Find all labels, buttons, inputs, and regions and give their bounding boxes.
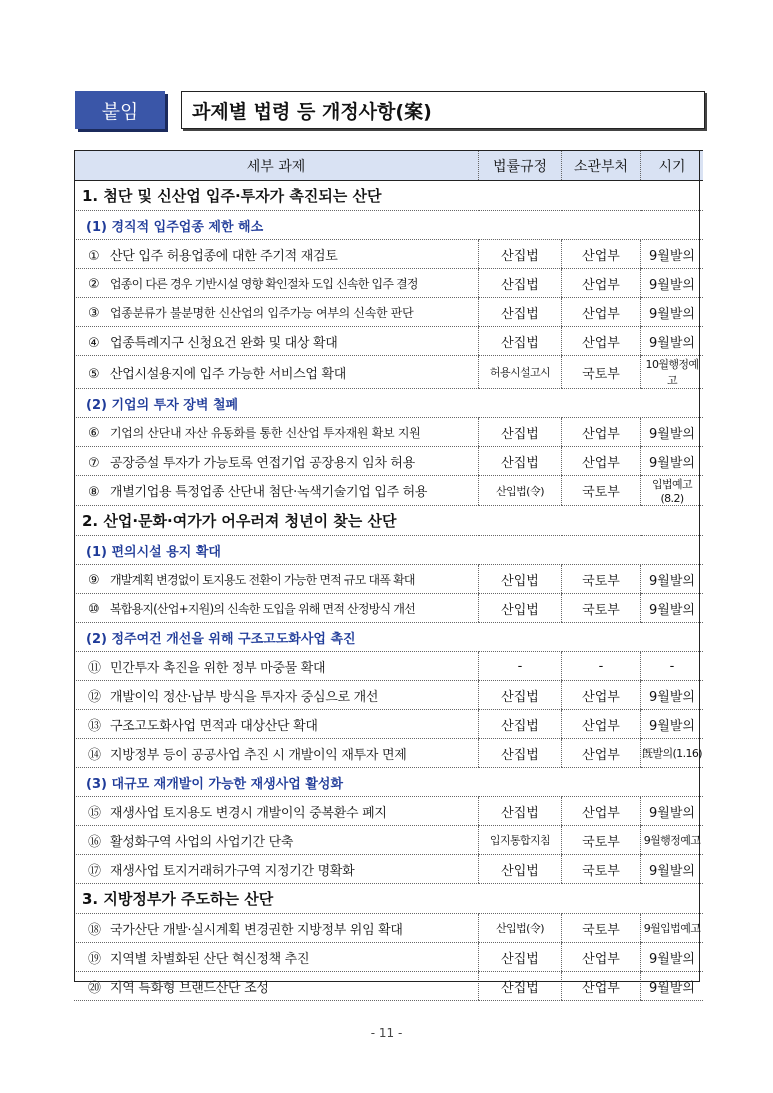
item-number: ③ [88,305,100,321]
task-cell [74,356,479,389]
law-cell: 산집법 [479,972,562,1001]
section-row [74,181,703,211]
task-cell [74,914,479,943]
col-law: 법률규정 [479,151,562,181]
law-cell: 허용시설고시 [479,356,562,389]
task-cell [74,972,479,1001]
subsection-row [74,211,703,240]
section-title: 2. 산업·문화·여가가 어우러져 청년이 찾는 산단 [74,506,703,536]
col-time: 시기 [641,151,704,181]
item-number: ⑰ [88,863,101,879]
header [75,91,432,129]
task-text: 지방정부 등이 공공사업 추진 시 개발이익 재투자 면제 [110,747,407,763]
task-text: 개발계획 변경없이 토지용도 전환이 가능한 면적 규모 대폭 확대 [110,572,415,587]
dept-cell: 산업부 [562,327,641,356]
task-text: 지역별 차별화된 산단 혁신정책 추진 [110,951,310,967]
law-cell: 산입법 [479,594,562,623]
table-row [74,447,703,476]
col-dept: 소관부처 [562,151,641,181]
subsection-row [74,389,703,418]
time-cell: 9월발의 [641,972,704,1001]
law-cell: 산입법 [479,565,562,594]
dept-cell: 국토부 [562,914,641,943]
subsection-title: (2) 정주여건 개선을 위해 구조고도화사업 촉진 [74,623,703,652]
time-cell: 9월발의 [641,418,704,447]
task-text: 재생사업 토지용도 변경시 개발이익 중복환수 폐지 [110,805,387,821]
task-text: 산업시설용지에 입주 가능한 서비스업 확대 [110,366,346,382]
dept-cell: 국토부 [562,356,641,389]
reform-table [74,150,703,1001]
law-cell: 산입법(令) [479,476,562,506]
table-row [74,594,703,623]
table-row [74,327,703,356]
task-cell [74,298,479,327]
item-number: ② [88,276,100,292]
task-cell [74,269,479,298]
task-text: 국가산단 개발·실시계획 변경권한 지방정부 위임 확대 [110,922,403,938]
task-text: 지역 특화형 브랜드산단 조성 [110,980,269,996]
dept-cell: 산업부 [562,240,641,269]
time-cell: 9월발의 [641,240,704,269]
law-cell: 산집법 [479,710,562,739]
task-cell [74,943,479,972]
table-row [74,914,703,943]
dept-cell: 국토부 [562,565,641,594]
time-cell: 9월발의 [641,447,704,476]
time-cell: 9월행정예고 [641,826,704,855]
subsection-title: (1) 경직적 입주업종 제한 해소 [74,211,703,240]
section-title: 1. 첨단 및 신산업 입주·투자가 촉진되는 산단 [74,181,703,211]
time-cell: 9월발의 [641,269,704,298]
law-cell: 산집법 [479,327,562,356]
item-number: ⑳ [88,980,101,996]
subsection-row [74,623,703,652]
dept-cell: 국토부 [562,855,641,884]
task-text: 구조고도화사업 면적과 대상산단 확대 [110,718,318,734]
item-number: ⑯ [88,834,101,850]
table-header-row [74,151,703,181]
task-text: 개별기업용 특정업종 산단내 첨단·녹색기술기업 입주 허용 [110,485,428,500]
task-text: 복합용지(산업+지원)의 신속한 도입을 위해 면적 산정방식 개선 [110,601,415,616]
task-text: 공장증설 투자가 가능토록 연접기업 공장용지 임차 허용 [110,455,415,471]
task-cell [74,855,479,884]
item-number: ⑤ [88,366,100,382]
task-cell [74,681,479,710]
table-row [74,476,703,506]
table-row [74,298,703,327]
law-cell: - [479,652,562,681]
dept-cell: 국토부 [562,476,641,506]
attachment-badge: 붙임 [75,91,165,129]
dept-cell: 국토부 [562,826,641,855]
table-row [74,418,703,447]
law-cell: 산집법 [479,240,562,269]
table-row [74,565,703,594]
item-number: ⑩ [88,601,100,617]
section-row [74,506,703,536]
task-cell [74,240,479,269]
table-row [74,855,703,884]
subsection-row [74,536,703,565]
law-cell: 산집법 [479,298,562,327]
task-cell [74,418,479,447]
law-cell: 산집법 [479,739,562,768]
time-cell: 9월발의 [641,797,704,826]
law-cell: 산집법 [479,447,562,476]
item-number: ⑫ [88,689,101,705]
task-text: 재생사업 토지거래허가구역 지정기간 명확화 [110,863,355,879]
time-cell: 9월발의 [641,565,704,594]
time-cell: 旣발의(1.16) [641,739,704,768]
dept-cell: 산업부 [562,972,641,1001]
item-number: ⑭ [88,747,101,763]
subsection-title: (1) 편의시설 용지 확대 [74,536,703,565]
task-cell [74,739,479,768]
item-number: ④ [88,335,100,351]
law-cell: 산입법 [479,855,562,884]
time-cell: 10월행정예고 [641,356,704,389]
subsection-title: (2) 기업의 투자 장벽 철폐 [74,389,703,418]
dept-cell: 산업부 [562,710,641,739]
table-row [74,240,703,269]
time-cell: 9월발의 [641,594,704,623]
law-cell: 산집법 [479,797,562,826]
task-cell [74,710,479,739]
page-number: - 11 - [370,1026,403,1040]
time-cell: 9월발의 [641,681,704,710]
table-row [74,943,703,972]
time-cell: - [641,652,704,681]
task-cell [74,476,479,506]
page-title: 과제별 법령 등 개정사항(案) [181,91,705,129]
task-text: 기업의 산단내 자산 유동화를 통한 신산업 투자재원 확보 지원 [110,425,421,440]
task-cell [74,652,479,681]
dept-cell: 산업부 [562,298,641,327]
task-cell [74,327,479,356]
dept-cell: 산업부 [562,681,641,710]
task-text: 업종분류가 불분명한 신산업의 입주가능 여부의 신속한 판단 [110,305,414,320]
task-cell [74,594,479,623]
dept-cell: 산업부 [562,943,641,972]
law-cell: 산집법 [479,681,562,710]
task-text: 활성화구역 사업의 사업기간 단축 [110,834,294,850]
task-cell [74,826,479,855]
item-number: ① [88,248,100,264]
task-cell [74,565,479,594]
time-cell: 9월발의 [641,855,704,884]
table-row [74,356,703,389]
task-text: 업종이 다른 경우 기반시설 영향 확인절차 도입 신속한 입주 결정 [110,276,418,291]
law-cell: 산집법 [479,269,562,298]
dept-cell: 산업부 [562,418,641,447]
dept-cell: 산업부 [562,269,641,298]
col-task: 세부 과제 [74,151,479,181]
table-row [74,972,703,1001]
time-cell: 입법예고(8.2) [641,476,704,506]
time-cell: 9월입법예고 [641,914,704,943]
time-cell: 9월발의 [641,943,704,972]
item-number: ⑬ [88,718,101,734]
law-cell: 산입법(令) [479,914,562,943]
task-cell [74,447,479,476]
table-row [74,269,703,298]
task-text: 개발이익 정산·납부 방식을 투자자 중심으로 개선 [110,689,379,705]
time-cell: 9월발의 [641,298,704,327]
table-row [74,826,703,855]
section-row [74,884,703,914]
item-number: ⑪ [88,660,101,676]
subsection-row [74,768,703,797]
item-number: ⑧ [88,485,100,500]
task-text: 업종특례지구 신청요건 완화 및 대상 확대 [110,335,338,351]
dept-cell: 산업부 [562,447,641,476]
dept-cell: 산업부 [562,797,641,826]
item-number: ⑥ [88,425,100,441]
table-row [74,652,703,681]
law-cell: 산집법 [479,943,562,972]
table-row [74,797,703,826]
item-number: ⑲ [88,951,101,967]
table-row [74,710,703,739]
item-number: ⑦ [88,455,100,471]
subsection-title: (3) 대규모 재개발이 가능한 재생사업 활성화 [74,768,703,797]
dept-cell: 국토부 [562,594,641,623]
table-row [74,739,703,768]
section-title: 3. 지방정부가 주도하는 산단 [74,884,703,914]
task-text: 산단 입주 허용업종에 대한 주기적 재검토 [110,248,338,264]
item-number: ⑱ [88,922,101,938]
task-text: 민간투자 촉진을 위한 정부 마중물 확대 [110,660,326,676]
table-row [74,681,703,710]
dept-cell: - [562,652,641,681]
item-number: ⑮ [88,805,101,821]
item-number: ⑨ [88,572,100,588]
law-cell: 산집법 [479,418,562,447]
law-cell: 입지통합지침 [479,826,562,855]
time-cell: 9월발의 [641,327,704,356]
dept-cell: 산업부 [562,739,641,768]
time-cell: 9월발의 [641,710,704,739]
task-cell [74,797,479,826]
